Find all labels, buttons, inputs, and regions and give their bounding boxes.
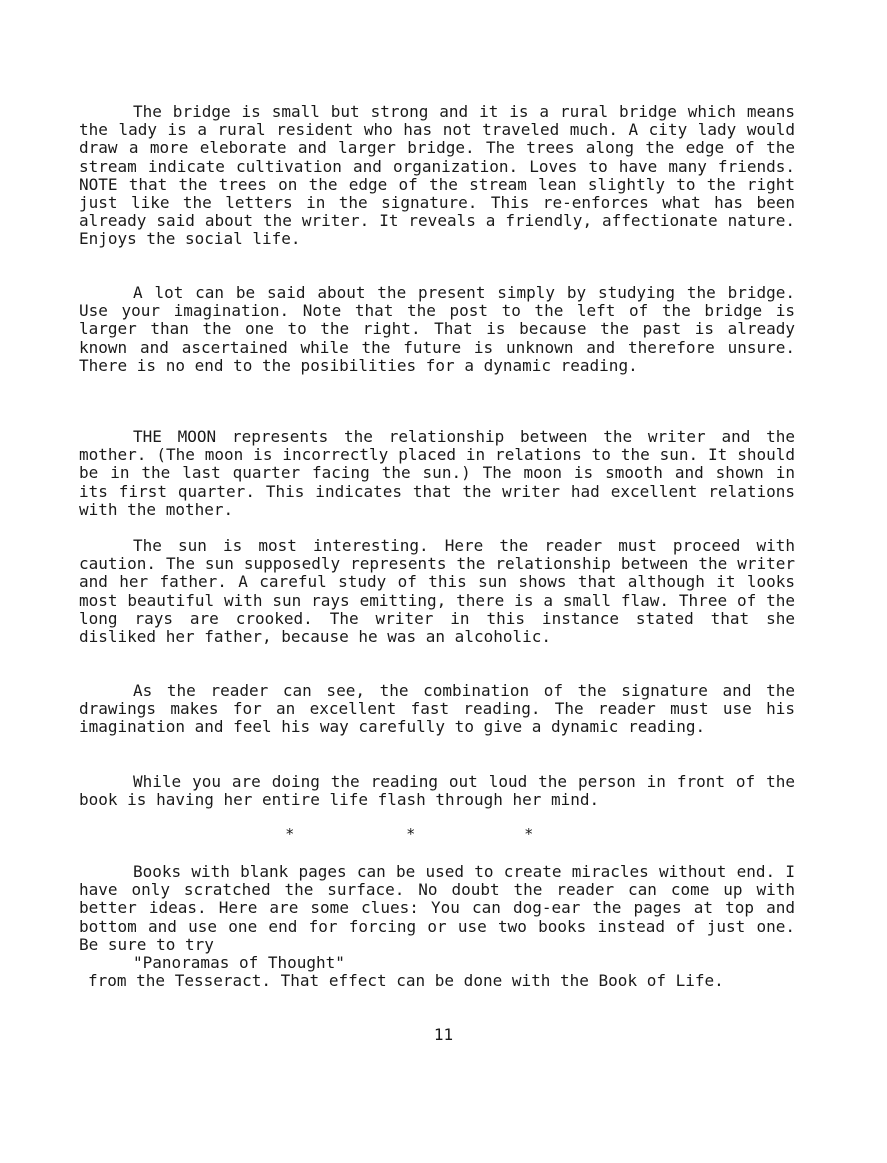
paragraph-moon: THE MOON represents the relationship between the writer and the mother. (The moon is incorrectly placed in relations to the sun. It should be in the last quarter facing the sun.) The moon is smooth and shown in its first quarter. This indicates that the writer had excellent relations with the mother. [79, 427, 795, 519]
paragraph-sun: The sun is most interesting. Here the reader must proceed with caution. The sun supposedly represents the relationship between the writer and her father. A careful study of this sun shows that although it looks most beautiful with sun rays emitting, there is a small flaw. Three of the long rays are crooked. The writer in this instance stated that she disliked her father, because he was an alcoholic. [79, 536, 795, 647]
paragraph-blank-pages: Books with blank pages can be used to create miracles without end. I have only scratched the surface. No doubt the reader can come up with better ideas. Here are some clues: You can dog-ear the pages at top and bottom and use one end for forcing or use two books instead of just one. Be sure to try [79, 862, 795, 954]
separator-star: * [525, 825, 533, 843]
page-number: 11 [433, 1025, 454, 1044]
separator-star: * [407, 825, 415, 843]
separator-star: * [286, 825, 294, 843]
paragraph-bridge: The bridge is small but strong and it is a rural bridge which means the lady is a rural resident who has not traveled much. A city lady would draw a more eleborate and larger bridge. The trees along the edge of the stream indicate cultivation and organization. Loves to have many friends. NOTE that the trees on the edge of the stream lean slightly to the right just like the letters in the signature. This re-enforces what has been already said about the writer. It reveals a friendly, affectionate nature. Enjoys the social life. [79, 102, 795, 249]
paragraph-bridge-posts: A lot can be said about the present simply by studying the bridge. Use your imagination. Note that the post to the left of the bridge is larger than the one to the right. That is because the past is already known and ascertained while the future is unknown and therefore unsure. There is no end to the posibilities for a dynamic reading. [79, 283, 795, 375]
quoted-title: "Panoramas of Thought" [133, 953, 345, 972]
section-separator [0, 825, 887, 845]
paragraph-combination: As the reader can see, the combination of the signature and the drawings makes for an excellent fast reading. The reader must use his imagination and feel his way carefully to give a dynamic reading. [79, 681, 795, 737]
closing-text: from the Tesseract. That effect can be done with the Book of Life. [88, 971, 724, 990]
paragraph-reading-aloud: While you are doing the reading out loud the person in front of the book is having her entire life flash through her mind. [79, 772, 795, 810]
